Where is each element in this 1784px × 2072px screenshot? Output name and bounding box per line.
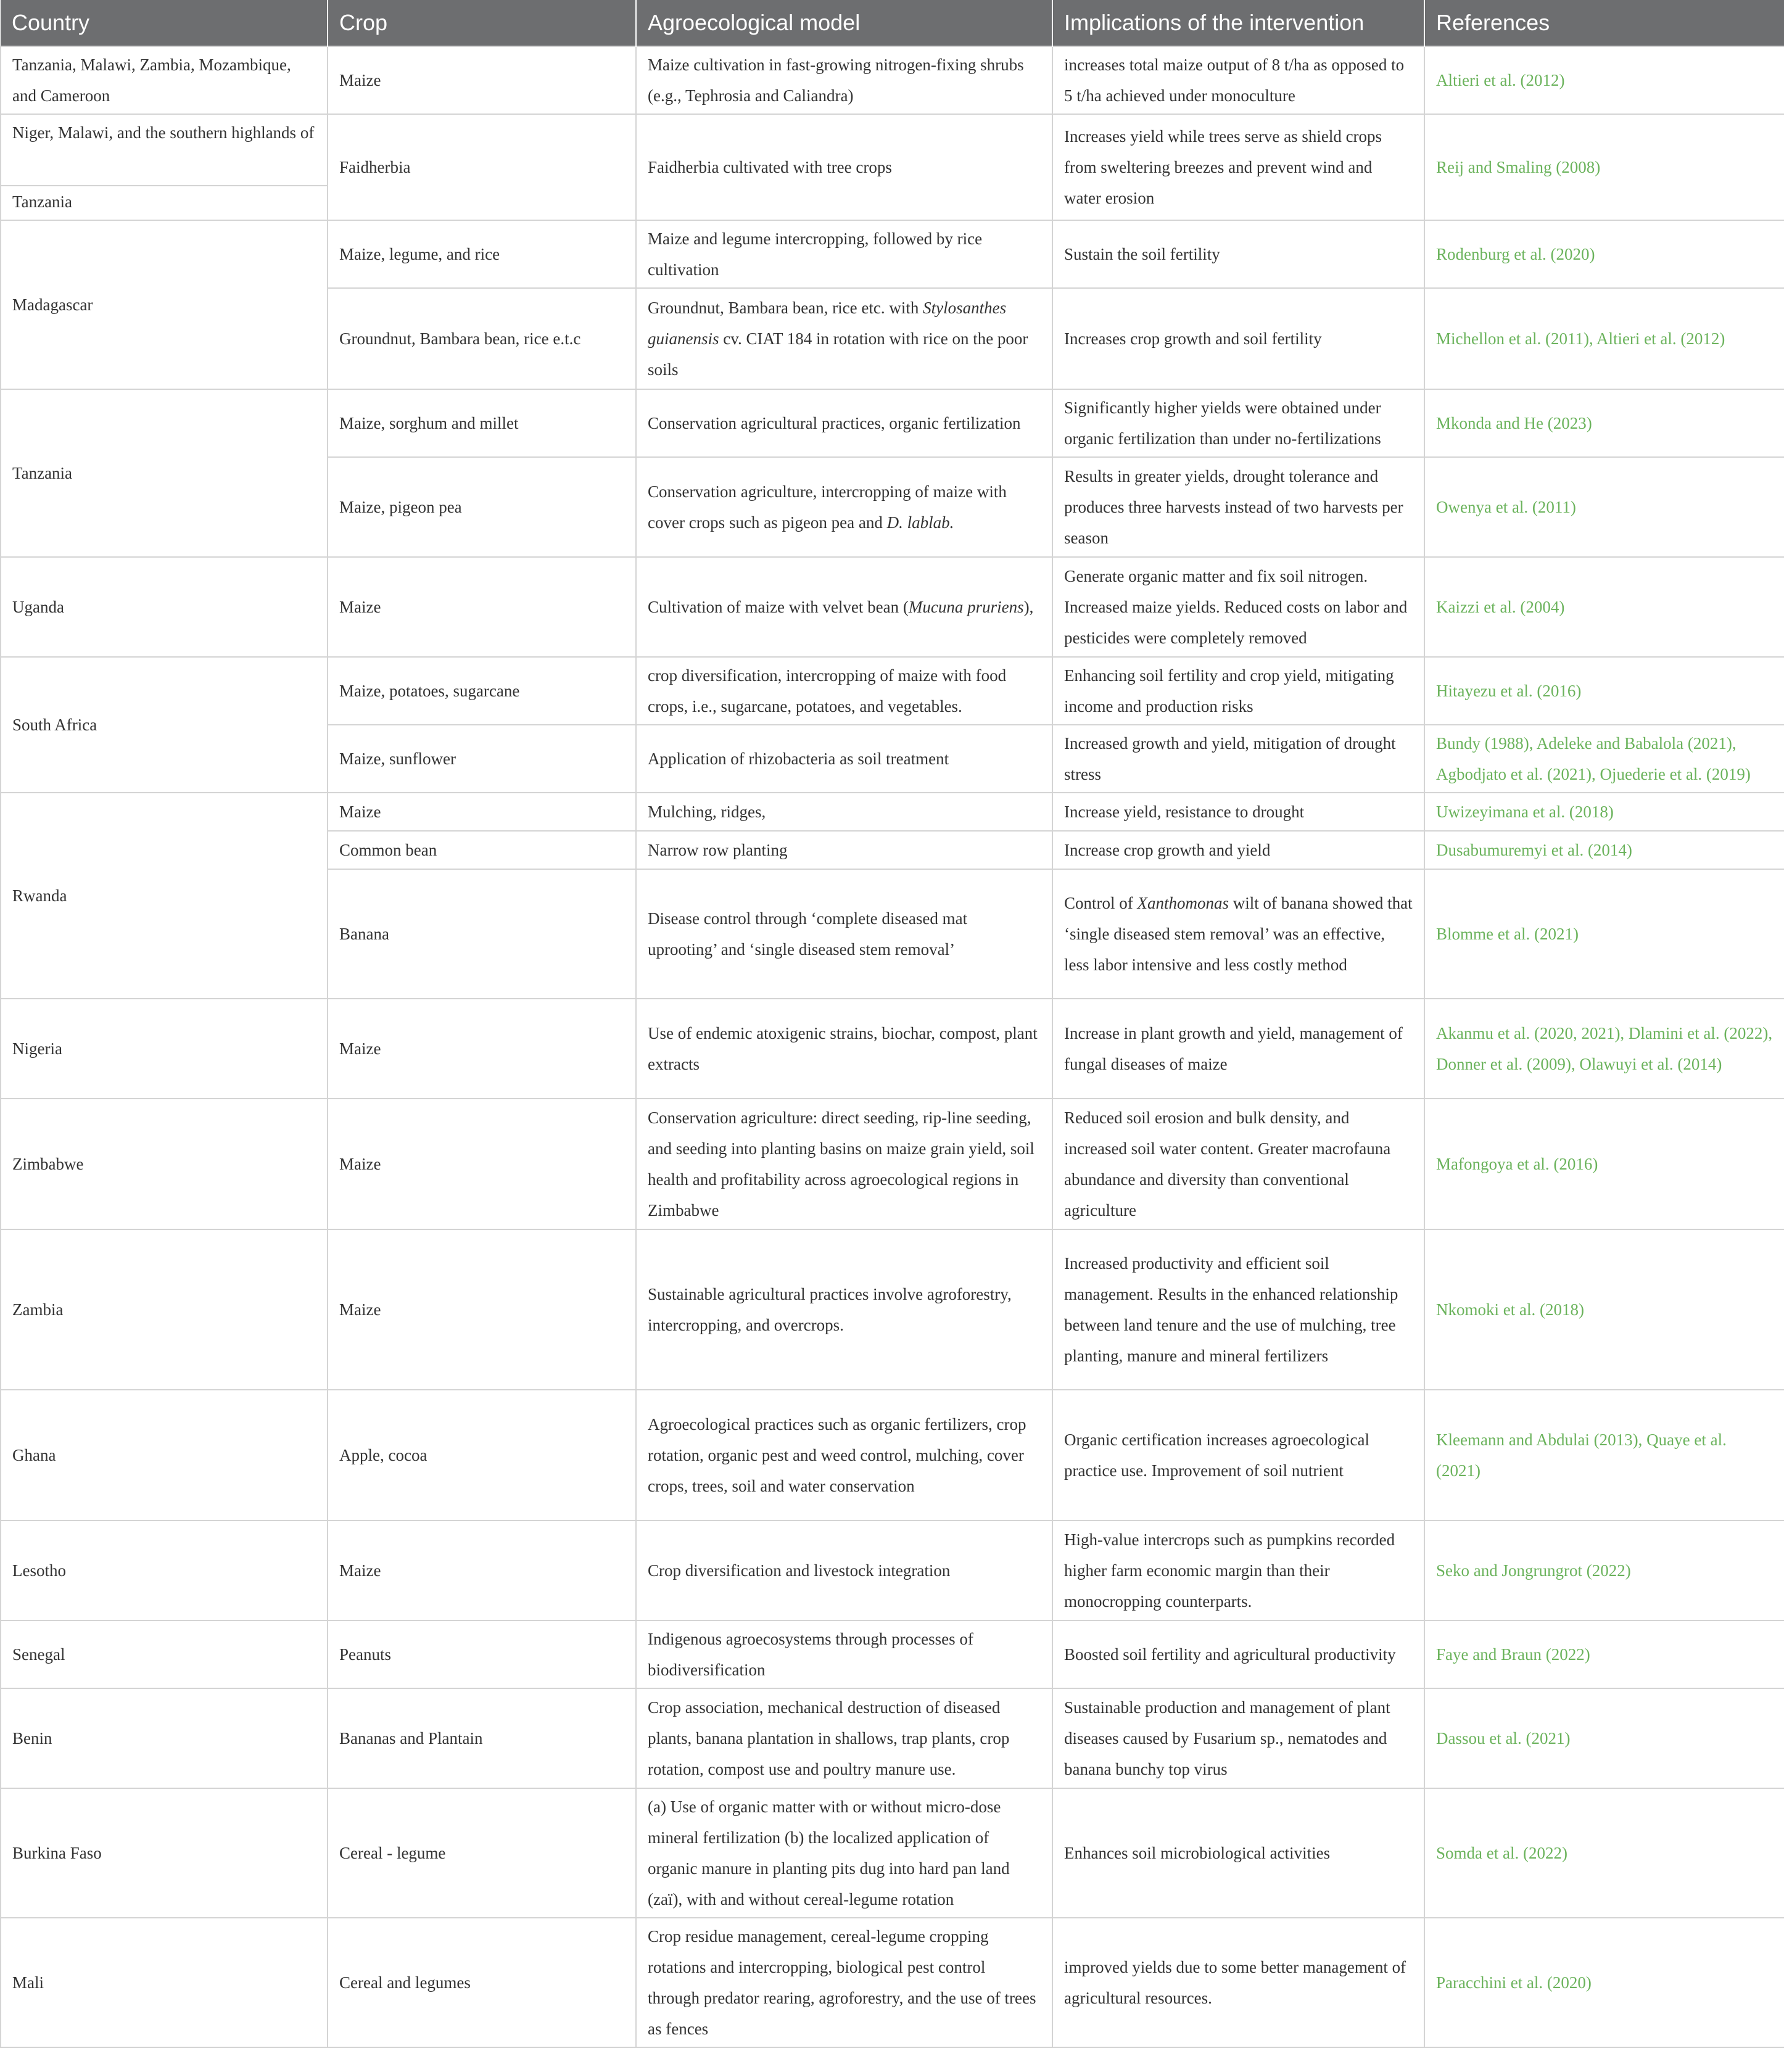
crop-cell: Common bean xyxy=(328,831,636,869)
crop-cell: Maize, sorghum and millet xyxy=(328,389,636,457)
country-cell xyxy=(1,114,328,220)
model-cell: crop diversification, intercropping of maize with food crops, i.e., sugarcane, potatoes, and vegetables. xyxy=(636,657,1052,725)
model-cell: Maize cultivation in fast-growing nitrogen-fixing shrubs (e.g., Tephrosia and Caliandra) xyxy=(636,46,1052,114)
country-cell: Senegal xyxy=(1,1620,328,1688)
table-row xyxy=(1,999,1784,1099)
crop-cell: Maize xyxy=(328,999,636,1099)
implications-cell: Increases yield while trees serve as shield crops from sweltering breezes and prevent wind and water erosion xyxy=(1052,114,1424,220)
country-cell: Nigeria xyxy=(1,999,328,1099)
implications-cell: Enhances soil microbiological activities xyxy=(1052,1788,1424,1918)
table-row xyxy=(1,1229,1784,1390)
country-cell: Zambia xyxy=(1,1229,328,1390)
reference-link[interactable]: Nkomoki et al. (2018) xyxy=(1424,1229,1784,1390)
crop-cell: Maize, sunflower xyxy=(328,725,636,793)
header-model: Agroecological model xyxy=(636,0,1052,46)
model-cell: (a) Use of organic matter with or without micro-dose mineral fertilization (b) the localized application of organic manure in planting pits dug into hard pan land (zaï), with and without cereal-legume rotation xyxy=(636,1788,1052,1918)
country-cell: Madagascar xyxy=(1,220,328,389)
model-cell xyxy=(636,288,1052,389)
crop-cell: Apple, cocoa xyxy=(328,1390,636,1521)
country-cell: Rwanda xyxy=(1,793,328,999)
crop-cell: Faidherbia xyxy=(328,114,636,220)
implications-cell: Increases crop growth and soil fertility xyxy=(1052,288,1424,389)
implications-cell: Increase in plant growth and yield, management of fungal diseases of maize xyxy=(1052,999,1424,1099)
crop-cell: Maize xyxy=(328,557,636,657)
table-row xyxy=(1,1688,1784,1788)
reference-link[interactable]: Altieri et al. (2012) xyxy=(1424,46,1784,114)
table-row xyxy=(1,1099,1784,1229)
crop-cell: Cereal - legume xyxy=(328,1788,636,1918)
table-row xyxy=(1,1390,1784,1521)
model-text: Groundnut, Bambara bean, rice etc. with xyxy=(648,299,923,317)
model-text: cv. CIAT 184 in rotation with rice on the poor soils xyxy=(648,329,1028,379)
species-name: Xanthomonas xyxy=(1137,894,1229,912)
country-line: Tanzania xyxy=(1,185,327,217)
reference-link[interactable]: Rodenburg et al. (2020) xyxy=(1424,220,1784,288)
model-cell xyxy=(636,457,1052,557)
reference-link[interactable]: Faye and Braun (2022) xyxy=(1424,1620,1784,1688)
implications-cell: improved yields due to some better management of agricultural resources. xyxy=(1052,1918,1424,2047)
model-text: ), xyxy=(1023,598,1034,616)
crop-cell: Maize xyxy=(328,1229,636,1390)
model-cell: Application of rhizobacteria as soil treatment xyxy=(636,725,1052,793)
model-cell: Faidherbia cultivated with tree crops xyxy=(636,114,1052,220)
crop-cell: Maize, potatoes, sugarcane xyxy=(328,657,636,725)
implications-cell: Results in greater yields, drought tolerance and produces three harvests instead of two harvests per season xyxy=(1052,457,1424,557)
model-cell: Crop residue management, cereal-legume cropping rotations and intercropping, biological pest control through predator rearing, agroforestry, and the use of trees as fences xyxy=(636,1918,1052,2047)
country-cell: Tanzania, Malawi, Zambia, Mozambique, and Cameroon xyxy=(1,46,328,114)
table-row xyxy=(1,657,1784,725)
reference-link[interactable]: Blomme et al. (2021) xyxy=(1424,869,1784,999)
table-header xyxy=(1,0,1784,46)
implications-text: Control of xyxy=(1064,894,1138,912)
crop-cell: Maize xyxy=(328,1521,636,1620)
reference-link[interactable]: Dusabumuremyi et al. (2014) xyxy=(1424,831,1784,869)
reference-link[interactable]: Michellon et al. (2011), Altieri et al. (2012) xyxy=(1424,288,1784,389)
table-row xyxy=(1,220,1784,288)
implications-cell: Sustainable production and management of plant diseases caused by Fusarium sp., nematodes and banana bunchy top virus xyxy=(1052,1688,1424,1788)
crop-cell: Cereal and legumes xyxy=(328,1918,636,2047)
implications-cell: Organic certification increases agroecological practice use. Improvement of soil nutrient xyxy=(1052,1390,1424,1521)
reference-link[interactable]: Dassou et al. (2021) xyxy=(1424,1688,1784,1788)
reference-link[interactable]: Mafongoya et al. (2016) xyxy=(1424,1099,1784,1229)
implications-cell: Increase crop growth and yield xyxy=(1052,831,1424,869)
reference-link[interactable]: Seko and Jongrungrot (2022) xyxy=(1424,1521,1784,1620)
table-row xyxy=(1,1918,1784,2047)
model-cell: Narrow row planting xyxy=(636,831,1052,869)
country-cell: Benin xyxy=(1,1688,328,1788)
crop-cell: Banana xyxy=(328,869,636,999)
reference-link[interactable]: Owenya et al. (2011) xyxy=(1424,457,1784,557)
header-references: References xyxy=(1424,0,1784,46)
reference-link[interactable]: Uwizeyimana et al. (2018) xyxy=(1424,793,1784,831)
implications-cell xyxy=(1052,869,1424,999)
crop-cell: Groundnut, Bambara bean, rice e.t.c xyxy=(328,288,636,389)
model-cell: Mulching, ridges, xyxy=(636,793,1052,831)
header-row xyxy=(1,0,1784,46)
header-implications: Implications of the intervention xyxy=(1052,0,1424,46)
implications-cell: Generate organic matter and fix soil nitrogen. Increased maize yields. Reduced costs on labor and pesticides were completely removed xyxy=(1052,557,1424,657)
implications-cell: Increased productivity and efficient soil management. Results in the enhanced relationship between land tenure and the use of mulching, tree planting, manure and mineral fertilizers xyxy=(1052,1229,1424,1390)
species-name: Stylosanthes guianensis xyxy=(648,299,1007,348)
model-cell: Conservation agricultural practices, organic fertilization xyxy=(636,389,1052,457)
implications-cell: Enhancing soil fertility and crop yield, mitigating income and production risks xyxy=(1052,657,1424,725)
country-cell: South Africa xyxy=(1,657,328,793)
model-cell: Crop association, mechanical destruction of diseased plants, banana plantation in shallows, trap plants, crop rotation, compost use and poultry manure use. xyxy=(636,1688,1052,1788)
model-cell: Sustainable agricultural practices involve agroforestry, intercropping, and overcrops. xyxy=(636,1229,1052,1390)
table-row xyxy=(1,389,1784,457)
table-row xyxy=(1,557,1784,657)
country-cell: Uganda xyxy=(1,557,328,657)
implications-cell: Increase yield, resistance to drought xyxy=(1052,793,1424,831)
crop-cell: Maize xyxy=(328,46,636,114)
table-row xyxy=(1,1788,1784,1918)
model-cell xyxy=(636,557,1052,657)
table-row xyxy=(1,793,1784,831)
reference-link[interactable]: Mkonda and He (2023) xyxy=(1424,389,1784,457)
model-cell: Disease control through ‘complete diseased mat uprooting’ and ‘single diseased stem removal’ xyxy=(636,869,1052,999)
crop-cell: Peanuts xyxy=(328,1620,636,1688)
model-cell: Conservation agriculture: direct seeding, rip-line seeding, and seeding into planting basins on maize grain yield, soil health and profitability across agroecological regions in Zimbabwe xyxy=(636,1099,1052,1229)
reference-link[interactable]: Bundy (1988), Adeleke and Babalola (2021), Agbodjato et al. (2021), Ojuederie et al. (2019) xyxy=(1424,725,1784,793)
country-line: Niger, Malawi, and the southern highlands of xyxy=(12,123,315,142)
implications-cell: Sustain the soil fertility xyxy=(1052,220,1424,288)
implications-cell: Boosted soil fertility and agricultural productivity xyxy=(1052,1620,1424,1688)
reference-link[interactable]: Akanmu et al. (2020, 2021), Dlamini et al. (2022), Donner et al. (2009), Olawuyi et al. (2014) xyxy=(1424,999,1784,1099)
implications-cell: increases total maize output of 8 t/ha as opposed to 5 t/ha achieved under monoculture xyxy=(1052,46,1424,114)
header-crop: Crop xyxy=(328,0,636,46)
reference-link[interactable]: Hitayezu et al. (2016) xyxy=(1424,657,1784,725)
reference-link[interactable]: Kleemann and Abdulai (2013), Quaye et al. (2021) xyxy=(1424,1390,1784,1521)
reference-link[interactable]: Kaizzi et al. (2004) xyxy=(1424,557,1784,657)
table-row xyxy=(1,1620,1784,1688)
implications-cell: Significantly higher yields were obtained under organic fertilization than under no-fertilizations xyxy=(1052,389,1424,457)
model-cell: Use of endemic atoxigenic strains, biochar, compost, plant extracts xyxy=(636,999,1052,1099)
implications-cell: High-value intercrops such as pumpkins recorded higher farm economic margin than their monocropping counterparts. xyxy=(1052,1521,1424,1620)
model-text: Conservation agriculture, intercropping of maize with cover crops such as pigeon pea and xyxy=(648,482,1007,532)
reference-link[interactable]: Somda et al. (2022) xyxy=(1424,1788,1784,1918)
reference-link[interactable]: Reij and Smaling (2008) xyxy=(1424,114,1784,220)
country-cell: Zimbabwe xyxy=(1,1099,328,1229)
species-name: Mucuna pruriens xyxy=(908,598,1024,616)
table-body xyxy=(1,46,1784,2047)
species-name: D. lablab. xyxy=(886,513,954,532)
crop-cell: Maize, legume, and rice xyxy=(328,220,636,288)
header-country: Country xyxy=(1,0,328,46)
country-cell: Tanzania xyxy=(1,389,328,557)
country-cell: Mali xyxy=(1,1918,328,2047)
country-cell: Lesotho xyxy=(1,1521,328,1620)
table-row xyxy=(1,114,1784,220)
crop-cell: Maize, pigeon pea xyxy=(328,457,636,557)
implications-text: wilt of banana showed that ‘single diseased stem removal’ was an effective, less labor intensive and less costly method xyxy=(1064,894,1413,974)
country-cell: Burkina Faso xyxy=(1,1788,328,1918)
country-cell: Ghana xyxy=(1,1390,328,1521)
crop-cell: Bananas and Plantain xyxy=(328,1688,636,1788)
model-cell: Indigenous agroecosystems through processes of biodiversification xyxy=(636,1620,1052,1688)
implications-cell: Increased growth and yield, mitigation of drought stress xyxy=(1052,725,1424,793)
reference-link[interactable]: Paracchini et al. (2020) xyxy=(1424,1918,1784,2047)
crop-cell: Maize xyxy=(328,1099,636,1229)
implications-cell: Reduced soil erosion and bulk density, and increased soil water content. Greater macrofauna abundance and diversity than conventional agriculture xyxy=(1052,1099,1424,1229)
table-row xyxy=(1,46,1784,114)
model-text: Cultivation of maize with velvet bean ( xyxy=(648,598,909,616)
crop-cell: Maize xyxy=(328,793,636,831)
model-cell: Crop diversification and livestock integration xyxy=(636,1521,1052,1620)
model-cell: Agroecological practices such as organic fertilizers, crop rotation, organic pest and weed control, mulching, cover crops, trees, soil and water conservation xyxy=(636,1390,1052,1521)
model-cell: Maize and legume intercropping, followed by rice cultivation xyxy=(636,220,1052,288)
table-row xyxy=(1,1521,1784,1620)
